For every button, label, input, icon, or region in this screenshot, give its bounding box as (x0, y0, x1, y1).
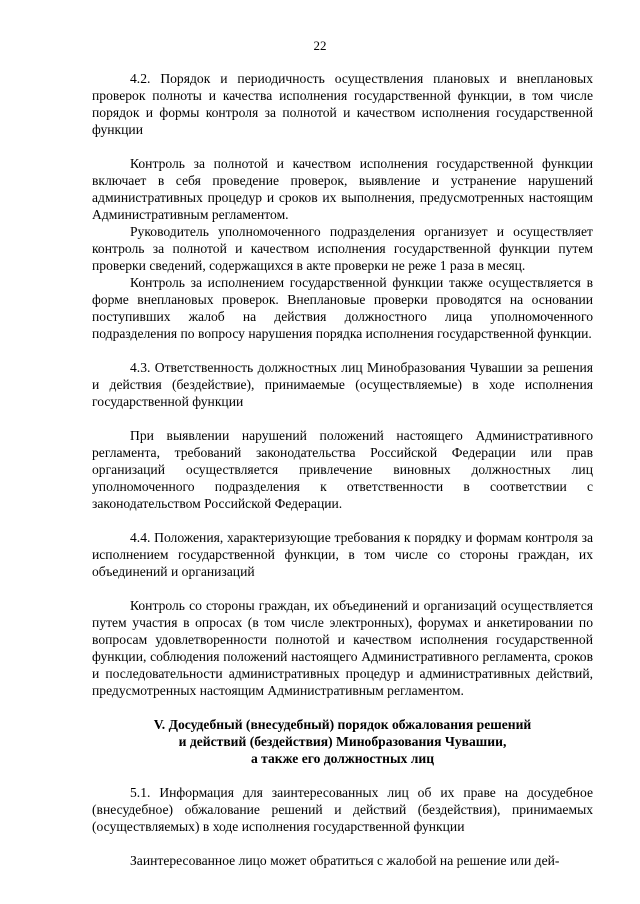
section-5-1-title: 5.1. Информация для заинтересованных лиц об их праве на досудебное (внесудебное) обжалование решений и действий (бездействия), принимаемых (осуществляемых) в ходе исполнения государственной функции (92, 785, 593, 834)
document-body (92, 70, 593, 869)
paragraph: Заинтересованное лицо может обратиться с жалобой на решение или дей- (130, 853, 560, 868)
chapter-v-heading (92, 716, 593, 767)
paragraph: При выявлении нарушений положений настоящего Административного регламента, требований законодательства Российской Федерации или прав организаций осуществляется привлечение виновных должностных лиц уполномоченного подразделения к ответственности в соответствии с законодательством Российской Федерации. (92, 428, 593, 511)
paragraph: Контроль за исполнением государственной функции также осуществляется в форме внеплановых проверок. Внеплановые проверки проводятся на основании поступивших жалоб на действия должностного лица уполномоченного подразделения по вопросу нарушения порядка исполнения государственной функции. (92, 275, 593, 341)
section-4-4-title: 4.4. Положения, характеризующие требования к порядку и формам контроля за исполнением государственной функции, в том числе со стороны граждан, их объединений и организаций (92, 530, 593, 579)
paragraph: Контроль со стороны граждан, их объединений и организаций осуществляется путем участия в опросах (в том числе электронных), форумах и анкетировании по вопросам удовлетворенности полнотой и качеством исполнения государственной функции, соблюдения положений настоящего Административного регламента, сроков и последовательности административных процедур и административных действий, предусмотренных настоящим Административным регламентом. (92, 598, 593, 698)
chapter-heading-line: V. Досудебный (внесудебный) порядок обжалования решений (153, 717, 532, 732)
section-4-3-title: 4.3. Ответственность должностных лиц Минобразования Чувашии за решения и действия (бездействие), принимаемые (осуществляемые) в ходе исполнения государственной функции (92, 360, 593, 409)
chapter-heading-line: а также его должностных лиц (250, 751, 435, 766)
section-4-2-title: 4.2. Порядок и периодичность осуществления плановых и внеплановых проверок полноты и качества исполнения государственной функции, в том числе порядок и формы контроля за полнотой и качеством исполнения государственной функции (92, 71, 593, 137)
paragraph: Контроль за полнотой и качеством исполнения государственной функции включает в себя проведение проверок, выявление и устранение нарушений административных процедур и сроков их выполнения, предусмотренных настоящим Административным регламентом. (92, 156, 593, 222)
chapter-heading-line: и действий (бездействия) Минобразования Чувашии, (178, 734, 507, 749)
page-number: 22 (313, 38, 327, 53)
paragraph: Руководитель уполномоченного подразделения организует и осуществляет контроль за полнотой и качеством исполнения государственной функции путем проверки сведений, содержащихся в акте проверки не реже 1 раза в месяц. (92, 224, 593, 273)
